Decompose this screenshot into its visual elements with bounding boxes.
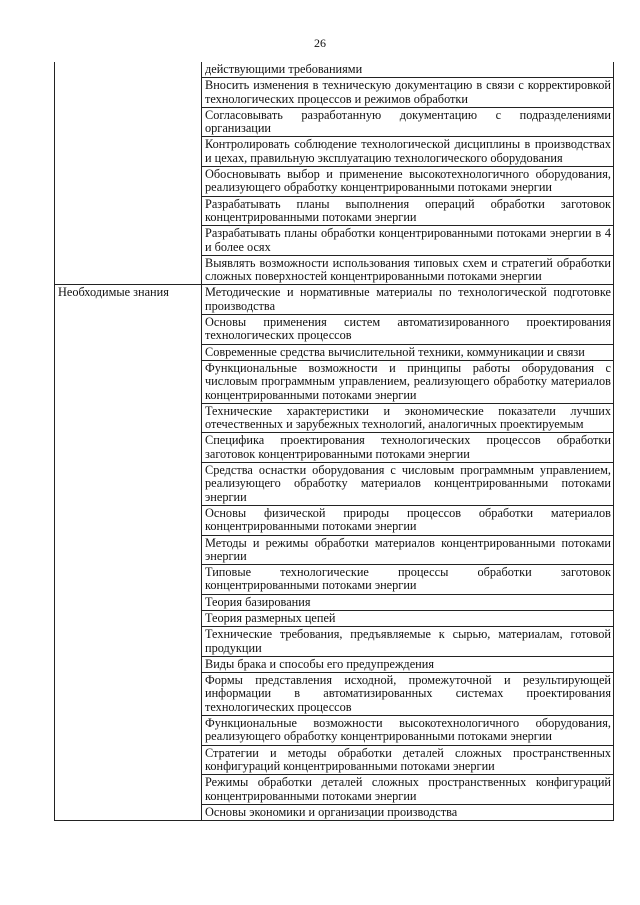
- requirement-item: Контролировать соблюдение технологической дисциплины в производствах и цехах, правильную эксплуатацию технологического оборудования: [202, 137, 614, 167]
- page-number: 26: [314, 36, 326, 50]
- requirement-item: Режимы обработки деталей сложных пространственных конфигураций концентрированными потоками энергии: [202, 775, 614, 805]
- requirement-item: Технические требования, предъявляемые к сырью, материалам, готовой продукции: [202, 627, 614, 657]
- requirement-item: Выявлять возможности использования типовых схем и стратегий обработки сложных поверхностей концентрированными потоками энергии: [202, 255, 614, 285]
- requirement-item: действующими требованиями: [202, 62, 614, 78]
- table-row: [55, 62, 614, 78]
- requirement-item: Современные средства вычислительной техники, коммуникации и связи: [202, 344, 614, 360]
- requirement-item: Функциональные возможности высокотехнологичного оборудования, реализующего обработку концентрированными потоками энергии: [202, 716, 614, 746]
- requirement-item: Основы экономики и организации производства: [202, 804, 614, 820]
- requirement-item: Вносить изменения в техническую документацию в связи с корректировкой технологических процессов и режимов обработки: [202, 78, 614, 108]
- requirement-item: Согласовывать разработанную документацию с подразделениями организации: [202, 107, 614, 137]
- requirement-item: Функциональные возможности и принципы работы оборудования с числовым программным управлением, реализующего обработку материалов концентрированными потоками энергии: [202, 360, 614, 403]
- requirement-item: Виды брака и способы его предупреждения: [202, 656, 614, 672]
- requirement-item: Формы представления исходной, промежуточной и результирующей информации в автоматизированных системах проектирования технологических процессов: [202, 673, 614, 716]
- section-label: Необходимые знания: [55, 285, 202, 821]
- requirement-item: Специфика проектирования технологических процессов обработки заготовок концентрированными потоками энергии: [202, 433, 614, 463]
- requirement-item: Методы и режимы обработки материалов концентрированными потоками энергии: [202, 535, 614, 565]
- requirement-item: Типовые технологические процессы обработки заготовок концентрированными потоками энергии: [202, 565, 614, 595]
- competency-table: [54, 62, 614, 821]
- requirement-item: Технические характеристики и экономические показатели лучших отечественных и зарубежных технологий, аналогичных проектируемым: [202, 403, 614, 433]
- section-label: [55, 62, 202, 285]
- requirement-item: Средства оснастки оборудования с числовым программным управлением, реализующего обработку материалов концентрированными потоками энергии: [202, 463, 614, 506]
- requirement-item: Основы применения систем автоматизированного проектирования технологических процессов: [202, 315, 614, 345]
- requirement-item: Обосновывать выбор и применение высокотехнологичного оборудования, реализующего обработку концентрированными потоками энергии: [202, 167, 614, 197]
- requirement-item: Теория размерных цепей: [202, 610, 614, 626]
- requirement-item: Теория базирования: [202, 594, 614, 610]
- requirement-item: Основы физической природы процессов обработки материалов концентрированными потоками энергии: [202, 505, 614, 535]
- competency-table-body: [55, 62, 614, 821]
- requirement-item: Стратегии и методы обработки деталей сложных пространственных конфигураций концентрированными потоками энергии: [202, 745, 614, 775]
- requirement-item: Разрабатывать планы выполнения операций обработки заготовок концентрированными потоками энергии: [202, 196, 614, 226]
- requirement-item: Методические и нормативные материалы по технологической подготовке производства: [202, 285, 614, 315]
- table-row: [55, 285, 614, 315]
- requirement-item: Разрабатывать планы обработки концентрированными потоками энергии в 4 и более осях: [202, 226, 614, 256]
